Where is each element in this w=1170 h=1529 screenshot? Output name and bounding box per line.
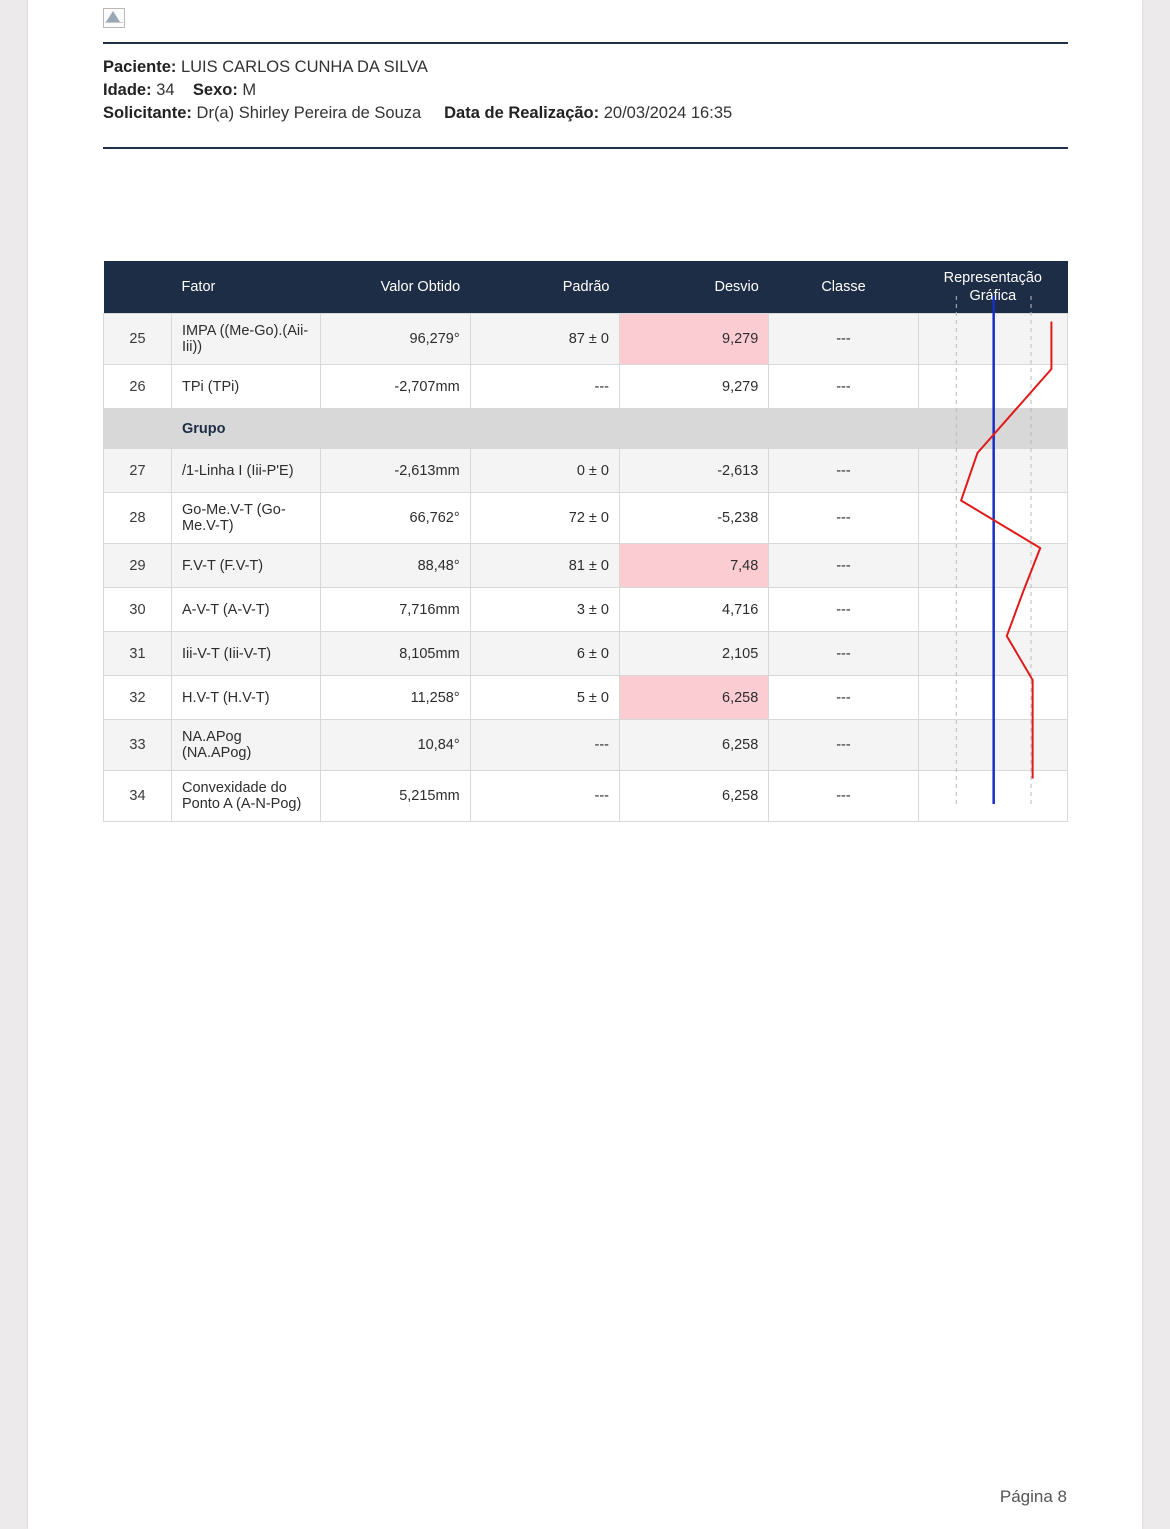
patient-sex: M (242, 81, 257, 99)
row-desvio: 9,279 (619, 365, 768, 409)
table-body (104, 314, 1068, 822)
table-row (104, 720, 1068, 771)
row-graphic-cell (918, 771, 1067, 822)
table-row (104, 544, 1068, 588)
row-valor-obtido: 11,258° (321, 676, 470, 720)
row-padrao: --- (470, 720, 619, 771)
row-graphic-cell (918, 365, 1067, 409)
group-separator-row (104, 409, 1068, 449)
row-valor-obtido: 88,48° (321, 544, 470, 588)
row-padrao: 5 ± 0 (470, 676, 619, 720)
table-row (104, 493, 1068, 544)
row-desvio: -5,238 (619, 493, 768, 544)
row-number: 34 (104, 771, 172, 822)
row-number: 33 (104, 720, 172, 771)
document-page (28, 0, 1142, 1529)
header-number (104, 261, 172, 314)
broken-image-icon (103, 8, 125, 28)
table-row (104, 365, 1068, 409)
row-valor-obtido: 96,279° (321, 314, 470, 365)
header-grafica-line1: Representação (943, 270, 1042, 286)
row-fator: H.V-T (H.V-T) (172, 676, 321, 720)
row-valor-obtido: 7,716mm (321, 588, 470, 632)
row-desvio: 4,716 (619, 588, 768, 632)
row-number: 28 (104, 493, 172, 544)
header-grafica-line2: Gráfica (969, 288, 1017, 304)
row-graphic-cell (918, 720, 1067, 771)
row-number: 27 (104, 449, 172, 493)
row-desvio: 6,258 (619, 676, 768, 720)
row-desvio: 9,279 (619, 314, 768, 365)
row-graphic-cell (918, 676, 1067, 720)
row-padrao: 87 ± 0 (470, 314, 619, 365)
header-representacao-grafica (918, 261, 1067, 314)
header-desvio: Desvio (619, 261, 768, 314)
row-fator: NA.APog (NA.APog) (172, 720, 321, 771)
row-classe: --- (769, 314, 918, 365)
label-data-realizacao: Data de Realização: (444, 104, 600, 122)
row-classe: --- (769, 720, 918, 771)
row-fator: Iii-V-T (Iii-V-T) (172, 632, 321, 676)
row-fator: TPi (TPi) (172, 365, 321, 409)
cephalometric-table (103, 261, 1068, 822)
row-padrao: 81 ± 0 (470, 544, 619, 588)
row-padrao: 72 ± 0 (470, 493, 619, 544)
row-graphic-cell (918, 632, 1067, 676)
row-valor-obtido: -2,707mm (321, 365, 470, 409)
row-number: 29 (104, 544, 172, 588)
row-number: 31 (104, 632, 172, 676)
patient-age: 34 (156, 81, 175, 99)
row-valor-obtido: 66,762° (321, 493, 470, 544)
label-sexo: Sexo: (192, 81, 238, 99)
header-valor-obtido: Valor Obtido (321, 261, 470, 314)
row-valor-obtido: 10,84° (321, 720, 470, 771)
row-fator: Convexidade do Ponto A (A-N-Pog) (172, 771, 321, 822)
row-padrao: 6 ± 0 (470, 632, 619, 676)
row-padrao: 3 ± 0 (470, 588, 619, 632)
row-classe: --- (769, 365, 918, 409)
row-fator: A-V-T (A-V-T) (172, 588, 321, 632)
group-label: Grupo (172, 409, 1068, 449)
requester-line (103, 102, 1068, 125)
page-number: Página 8 (999, 1487, 1067, 1506)
table-row (104, 449, 1068, 493)
label-idade: Idade: (103, 81, 152, 99)
row-valor-obtido: -2,613mm (321, 449, 470, 493)
row-valor-obtido: 8,105mm (321, 632, 470, 676)
header-padrao: Padrão (470, 261, 619, 314)
row-desvio: 2,105 (619, 632, 768, 676)
row-fator: Go-Me.V-T (Go-Me.V-T) (172, 493, 321, 544)
row-number: 30 (104, 588, 172, 632)
row-padrao: 0 ± 0 (470, 449, 619, 493)
row-classe: --- (769, 544, 918, 588)
row-number: 25 (104, 314, 172, 365)
row-valor-obtido: 5,215mm (321, 771, 470, 822)
table-row (104, 314, 1068, 365)
table-row (104, 588, 1068, 632)
row-fator: IMPA ((Me-Go).(Aii-Iii)) (172, 314, 321, 365)
table-row (104, 771, 1068, 822)
row-classe: --- (769, 771, 918, 822)
row-padrao: --- (470, 771, 619, 822)
row-fator: /1-Linha I (Iii-P'E) (172, 449, 321, 493)
row-graphic-cell (918, 588, 1067, 632)
page-content (103, 0, 1068, 822)
row-desvio: 6,258 (619, 720, 768, 771)
row-number: 26 (104, 365, 172, 409)
row-fator: F.V-T (F.V-T) (172, 544, 321, 588)
patient-name: LUIS CARLOS CUNHA DA SILVA (180, 58, 428, 76)
row-classe: --- (769, 449, 918, 493)
row-classe: --- (769, 588, 918, 632)
row-desvio: 7,48 (619, 544, 768, 588)
header-classe: Classe (769, 261, 918, 314)
patient-age-sex-line (103, 79, 1068, 102)
clinic-logo (103, 8, 129, 32)
row-desvio: 6,258 (619, 771, 768, 822)
patient-name-line (103, 56, 1068, 79)
label-paciente: Paciente: (103, 58, 177, 76)
requester-name: Dr(a) Shirley Pereira de Souza (196, 104, 422, 122)
table-row (104, 676, 1068, 720)
patient-info (103, 44, 1068, 125)
row-classe: --- (769, 676, 918, 720)
row-graphic-cell (918, 493, 1067, 544)
row-classe: --- (769, 632, 918, 676)
header-divider-bottom (103, 147, 1068, 149)
row-graphic-cell (918, 449, 1067, 493)
header-fator: Fator (172, 261, 321, 314)
group-empty-cell (104, 409, 172, 449)
row-desvio: -2,613 (619, 449, 768, 493)
table-row (104, 632, 1068, 676)
row-classe: --- (769, 493, 918, 544)
row-graphic-cell (918, 544, 1067, 588)
row-graphic-cell (918, 314, 1067, 365)
row-number: 32 (104, 676, 172, 720)
row-padrao: --- (470, 365, 619, 409)
label-solicitante: Solicitante: (103, 104, 192, 122)
exam-datetime: 20/03/2024 16:35 (603, 104, 733, 122)
table-header-row (104, 261, 1068, 314)
